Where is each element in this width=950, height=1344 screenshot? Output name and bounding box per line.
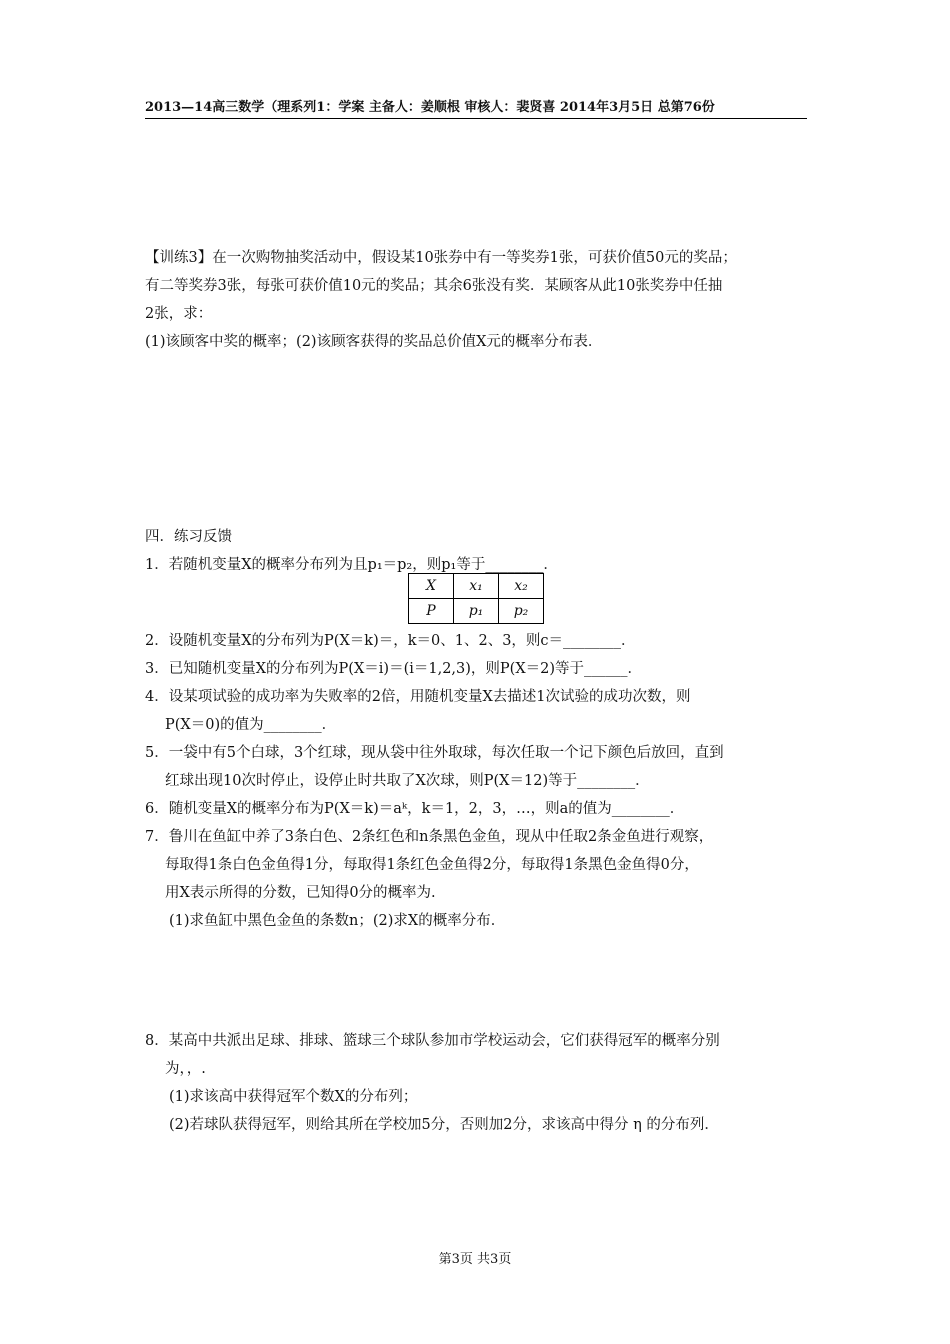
question-3: 3．已知随机变量X的分布列为P(X＝i)＝(i＝1,2,3)，则P(X＝2)等于______． [145,661,643,677]
question-4: 4．设某项试验的成功率为失败率的2倍，用随机变量X去描述1次试验的成功次数，则 [145,689,691,705]
section-4-title: 四．练习反馈 [145,529,232,545]
question-8-line: 8．某高中共派出足球、排球、篮球三个球队参加市学校运动会，它们获得冠军的概率分别 [145,1033,720,1049]
question-8-sub: (1)求该高中获得冠军个数X的分布列； [169,1089,418,1105]
question-6: 6．随机变量X的概率分布为P(X＝k)＝aᵏ，k＝1，2，3，…，则a的值为________． [145,801,685,817]
question-5-cont: 红球出现10次时停止，设停止时共取了X次球，则P(X＝12)等于________． [165,773,650,789]
page-header: 2013—14高三数学（理系列1：学案 主备人：姜顺根 审核人：裴贤喜 2014年3月5日 总第76份 [145,100,807,119]
question-4-cont: P(X＝0)的值为________． [165,717,337,733]
table-cell: p₁ [454,599,499,624]
probability-table [408,573,544,624]
question-7: 7．鲁川在鱼缸中养了3条白色、2条红色和n条黑色金鱼，现从中任取2条金鱼进行观察， [145,829,714,845]
question-5: 5．一袋中有5个白球，3个红球，现从袋中往外取球，每次任取一个记下颜色后放回，直到 [145,745,724,761]
page-footer: 第3页 共3页 [438,1252,512,1267]
training-3-line: 【训练3】在一次购物抽奖活动中，假设某10张券中有一等奖券1张，可获价值50元的奖品； [145,250,737,266]
training-3 [145,244,815,356]
question-8-cont: 为，，. [165,1061,206,1077]
question-8-sub: (2)若球队获得冠军，则给其所在学校加5分，否则加2分，求该高中得分 η 的分布列． [169,1117,719,1133]
table-cell: x₁ [454,574,499,599]
question-7-sub: (1)求鱼缸中黑色金鱼的条数n；(2)求X的概率分布． [169,913,506,929]
table-cell: P [409,599,454,624]
question-7-cont: 每取得1条白色金鱼得1分，每取得1条红色金鱼得2分，每取得1条黑色金鱼得0分， [165,857,699,873]
question-1: 1．若随机变量X的概率分布列为且p₁＝p₂，则p₁等于________． [145,557,558,573]
question-7-cont: 用X表示所得的分数，已知得0分的概率为. [165,885,436,901]
question-8 [145,1027,815,1139]
training-3-line: 2张，求： [145,306,213,322]
table-row [409,574,544,599]
training-3-line: 有二等奖券3张，每张可获价值10元的奖品；其余6张没有奖．某顾客从此10张奖券中任抽 [145,278,723,294]
training-3-line: (1)该顾客中奖的概率；(2)该顾客获得的奖品总价值X元的概率分布表． [145,334,603,350]
table-row [409,599,544,624]
table-cell: X [409,574,454,599]
table-cell: x₂ [499,574,544,599]
question-2: 2．设随机变量X的分布列为P(X＝k)＝，k＝0、1、2、3，则c＝________． [145,633,636,649]
questions-2-7 [145,627,815,935]
section-4 [145,523,815,579]
table-cell: p₂ [499,599,544,624]
